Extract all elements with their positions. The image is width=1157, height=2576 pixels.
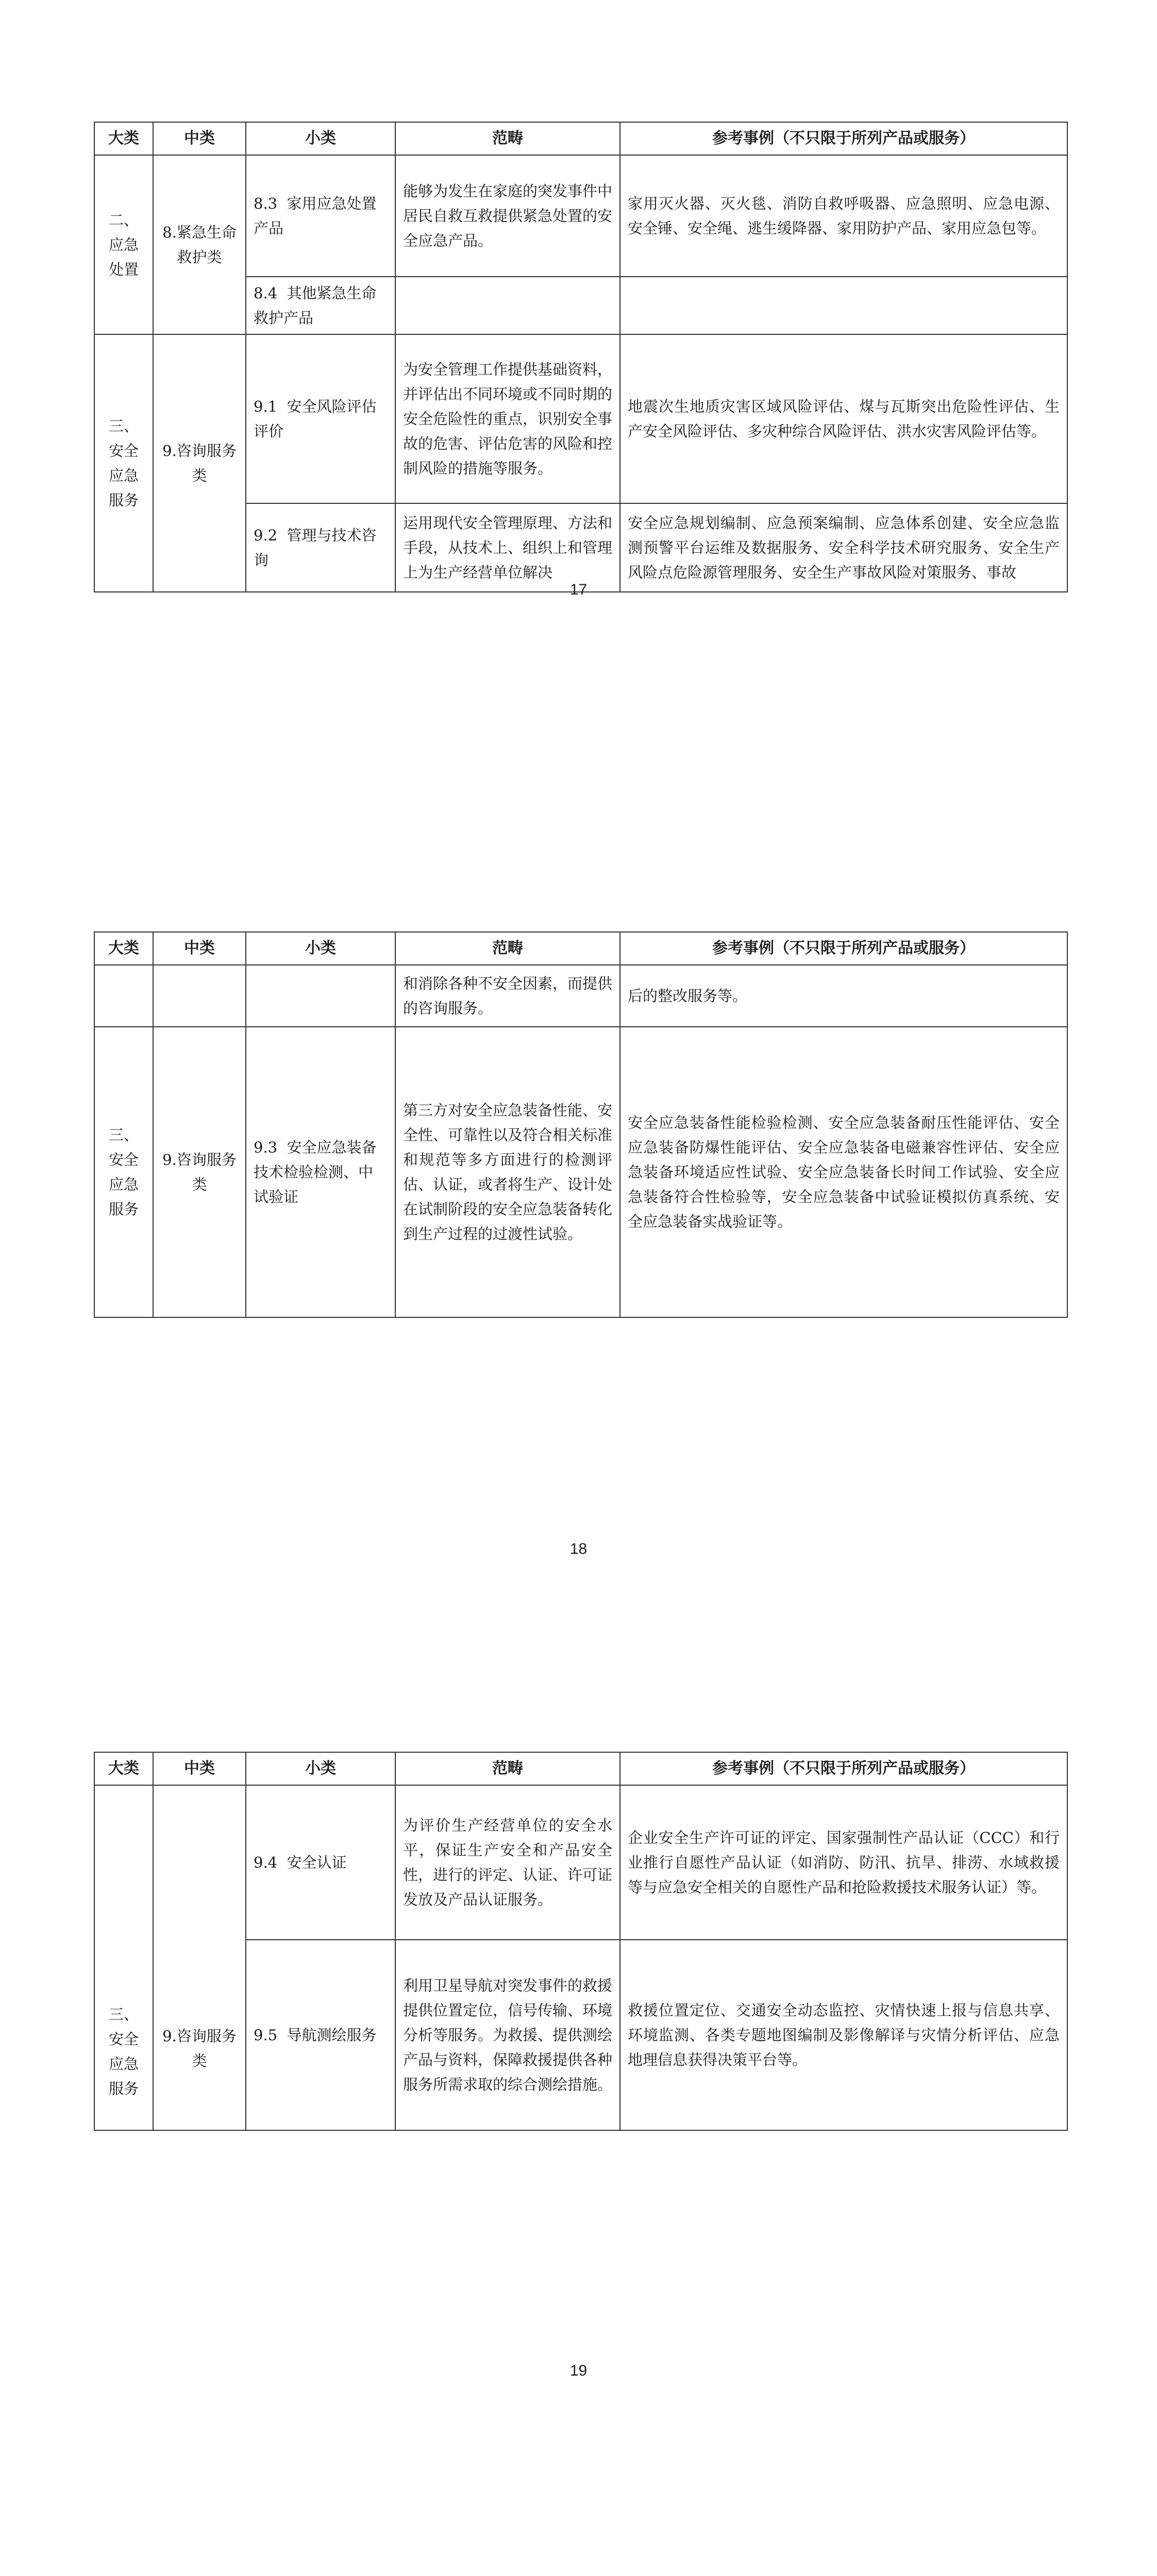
sub-category-cell: 9.2 管理与技术咨 询 (246, 503, 395, 592)
table-header-row (94, 122, 1067, 155)
table-row (94, 965, 1067, 1027)
table-row (94, 155, 1067, 277)
mid-category-cell: 9.咨询服务 类 (153, 334, 246, 592)
header-sub-category: 小类 (246, 122, 395, 155)
big-category-cell: 三、 安全 应急 服务 (94, 1027, 153, 1317)
examples-cell: 企业安全生产许可证的评定、国家强制性产品认证（CCC）和行业推行自愿性产品认证（如消防、防汛、抗旱、排涝、水域救援等与应急安全相关的自愿性产品和抢险救援技术服务认证）等。 (620, 1785, 1067, 1940)
table-row (94, 1785, 1067, 1940)
scope-cell: 为安全管理工作提供基础资料，并评估出不同环境或不同时期的安全危险性的重点，识别安全事故的危害、评估危害的风险和控制风险的措施等服务。 (395, 334, 620, 503)
header-mid-category: 中类 (153, 932, 246, 965)
big-category-cell (94, 965, 153, 1027)
table-row (94, 1027, 1067, 1317)
header-big-category: 大类 (94, 932, 153, 965)
header-examples: 参考事例（不只限于所列产品或服务） (620, 122, 1067, 155)
scope-cell: 为评价生产经营单位的安全水平，保证生产安全和产品安全性，进行的评定、认证、许可证发放及产品认证服务。 (395, 1785, 620, 1940)
sub-category-cell: 9.4 安全认证 (246, 1785, 395, 1940)
page-number: 17 (569, 581, 588, 598)
big-category-cell: 三、 安全 应急 服务 (94, 334, 153, 592)
sub-category-cell: 9.1 安全风险评估 评价 (246, 334, 395, 503)
sub-category-cell: 9.5 导航测绘服务 (246, 1940, 395, 2130)
header-big-category: 大类 (94, 122, 153, 155)
mid-category-cell: 8.紧急生命 救护类 (153, 155, 246, 334)
header-scope: 范畴 (395, 1752, 620, 1785)
examples-cell: 地震次生地质灾害区域风险评估、煤与瓦斯突出危险性评估、生产安全风险评估、多灾种综合风险评估、洪水灾害风险评估等。 (620, 334, 1067, 503)
mid-category-cell: 9.咨询服务 类 (153, 1027, 246, 1317)
examples-cell: 安全应急装备性能检验检测、安全应急装备耐压性能评估、安全应急装备防爆性能评估、安全应急装备电磁兼容性评估、安全应急装备环境适应性试验、安全应急装备长时间工作试验、安全应急装备符合性检验等，安全应急装备中试验证模拟仿真系统、安全应急装备实战验证等。 (620, 1027, 1067, 1317)
sub-category-cell: 8.3 家用应急处置 产品 (246, 155, 395, 277)
header-mid-category: 中类 (153, 1752, 246, 1785)
big-category-cell: 三、 安全 应急 服务 (94, 1785, 153, 2130)
scope-cell: 利用卫星导航对突发事件的救援提供位置定位，信号传输、环境分析等服务。为救援、提供测绘产品与资料，保障救援提供各种服务所需求取的综合测绘措施。 (395, 1940, 620, 2130)
sub-category-cell: 9.3 安全应急装备 技术检验检测、中 试验证 (246, 1027, 395, 1317)
page-number: 19 (569, 2362, 588, 2379)
scope-cell: 和消除各种不安全因素，而提供的咨询服务。 (395, 965, 620, 1027)
header-big-category: 大类 (94, 1752, 153, 1785)
examples-cell (620, 277, 1067, 334)
scope-cell: 运用现代安全管理原理、方法和手段，从技术上、组织上和管理上为生产经营单位解决 (395, 503, 620, 592)
page-number: 18 (569, 1540, 588, 1557)
sub-category-cell: 8.4 其他紧急生命 救护产品 (246, 277, 395, 334)
big-category-cell: 二、 应急 处置 (94, 155, 153, 334)
header-mid-category: 中类 (153, 122, 246, 155)
header-scope: 范畴 (395, 932, 620, 965)
header-sub-category: 小类 (246, 1752, 395, 1785)
table-header-row (94, 1752, 1067, 1785)
header-scope: 范畴 (395, 122, 620, 155)
table-header-row (94, 932, 1067, 965)
examples-cell: 救援位置定位、交通安全动态监控、灾情快速上报与信息共享、环境监测、各类专题地图编制及影像解译与灾情分析评估、应急地理信息获得决策平台等。 (620, 1940, 1067, 2130)
header-examples: 参考事例（不只限于所列产品或服务） (620, 932, 1067, 965)
examples-cell: 后的整改服务等。 (620, 965, 1067, 1027)
mid-category-cell: 9.咨询服务 类 (153, 1785, 246, 2130)
examples-cell: 家用灭火器、灭火毯、消防自救呼吸器、应急照明、应急电源、安全锤、安全绳、逃生缓降器、家用防护产品、家用应急包等。 (620, 155, 1067, 277)
scope-cell (395, 277, 620, 334)
sub-category-cell (246, 965, 395, 1027)
catalog-table (94, 122, 1068, 592)
scope-cell: 第三方对安全应急装备性能、安全性、可靠性以及符合相关标准和规范等多方面进行的检测评估、认证，或者将生产、设计处在试制阶段的安全应急装备转化到生产过程的过渡性试验。 (395, 1027, 620, 1317)
table-row (94, 334, 1067, 503)
header-examples: 参考事例（不只限于所列产品或服务） (620, 1752, 1067, 1785)
catalog-table (94, 931, 1068, 1318)
scope-cell: 能够为发生在家庭的突发事件中居民自救互救提供紧急处置的安全应急产品。 (395, 155, 620, 277)
header-sub-category: 小类 (246, 932, 395, 965)
examples-cell: 安全应急规划编制、应急预案编制、应急体系创建、安全应急监测预警平台运维及数据服务、安全科学技术研究服务、安全生产风险点危险源管理服务、安全生产事故风险对策服务、事故 (620, 503, 1067, 592)
catalog-table (94, 1752, 1068, 2131)
mid-category-cell (153, 965, 246, 1027)
